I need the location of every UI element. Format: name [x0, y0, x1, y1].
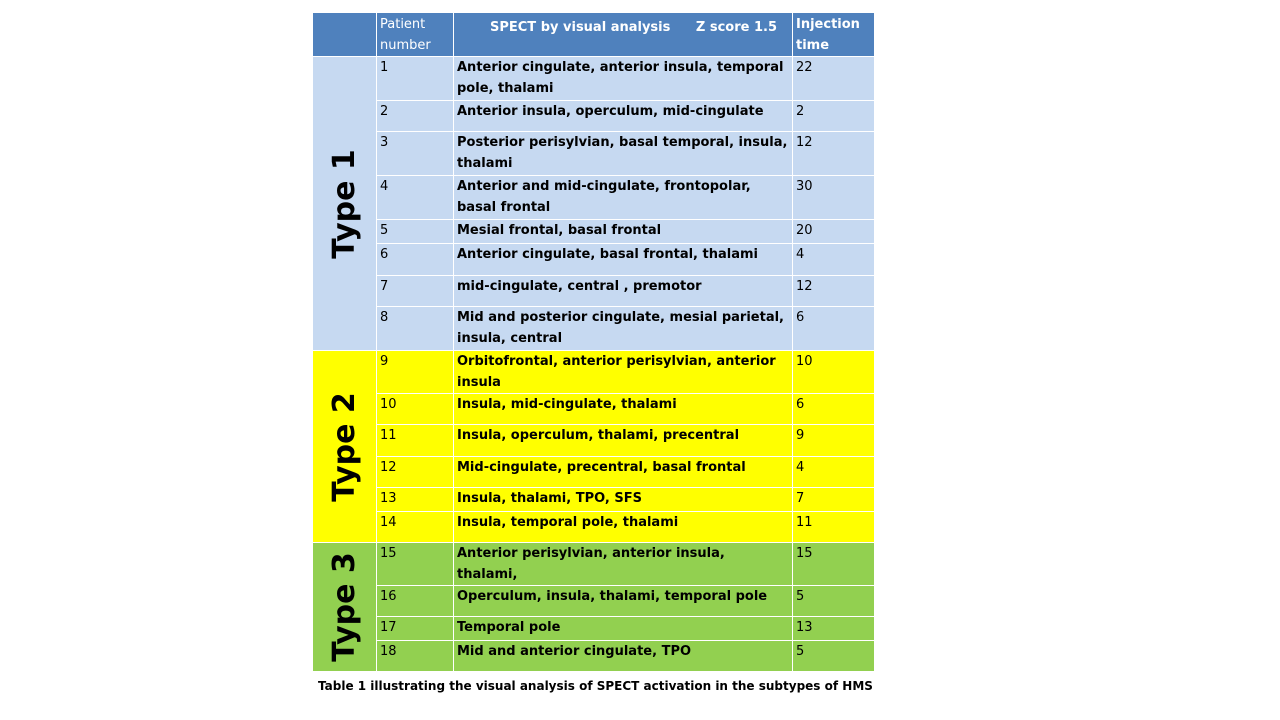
region-cell: Posterior perisylvian, basal temporal, insula, thalami	[454, 132, 793, 176]
table-row	[313, 457, 875, 488]
table-row	[313, 276, 875, 307]
patient-number-cell: 1	[377, 57, 454, 101]
group-label-cell	[313, 543, 377, 672]
region-cell: Temporal pole	[454, 617, 793, 641]
injection-time-cell: 10	[793, 351, 875, 394]
table-row	[313, 132, 875, 176]
table-row	[313, 351, 875, 394]
table-row	[313, 394, 875, 425]
region-cell: Anterior cingulate, anterior insula, temporal pole, thalami	[454, 57, 793, 101]
injection-time-cell: 5	[793, 586, 875, 617]
table-row	[313, 101, 875, 132]
table-row	[313, 586, 875, 617]
injection-time-cell: 20	[793, 220, 875, 244]
injection-time-cell: 11	[793, 512, 875, 543]
patient-number-cell: 7	[377, 276, 454, 307]
injection-time-cell: 4	[793, 457, 875, 488]
patient-number-cell: 15	[377, 543, 454, 586]
table-row	[313, 425, 875, 457]
injection-time-cell: 6	[793, 307, 875, 351]
injection-time-cell: 4	[793, 244, 875, 276]
region-cell: Mid and anterior cingulate, TPO	[454, 641, 793, 672]
spect-table	[312, 12, 875, 672]
region-cell: Insula, mid-cingulate, thalami	[454, 394, 793, 425]
header-patient-number: Patient number	[377, 13, 454, 57]
group-label: Type 3	[326, 552, 362, 662]
header-spect-label: SPECT by visual analysis	[490, 20, 671, 35]
injection-time-cell: 22	[793, 57, 875, 101]
header-spect	[454, 13, 793, 57]
patient-number-cell: 4	[377, 176, 454, 220]
injection-time-cell: 15	[793, 543, 875, 586]
region-cell: Orbitofrontal, anterior perisylvian, anterior insula	[454, 351, 793, 394]
region-cell: Mesial frontal, basal frontal	[454, 220, 793, 244]
table-header-row	[313, 13, 875, 57]
patient-number-cell: 12	[377, 457, 454, 488]
table-row	[313, 307, 875, 351]
injection-time-cell: 12	[793, 276, 875, 307]
header-blank-cell	[313, 13, 377, 57]
patient-number-cell: 9	[377, 351, 454, 394]
region-cell: Anterior perisylvian, anterior insula, thalami,	[454, 543, 793, 586]
patient-number-cell: 3	[377, 132, 454, 176]
table-row	[313, 617, 875, 641]
table-row	[313, 57, 875, 101]
patient-number-cell: 8	[377, 307, 454, 351]
region-cell: Anterior insula, operculum, mid-cingulate	[454, 101, 793, 132]
group-label: Type 1	[326, 148, 362, 259]
patient-number-cell: 18	[377, 641, 454, 672]
patient-number-cell: 14	[377, 512, 454, 543]
table-row	[313, 244, 875, 276]
group-label-cell	[313, 351, 377, 543]
table-row	[313, 543, 875, 586]
header-injection-time: Injection time	[793, 13, 875, 57]
patient-number-cell: 17	[377, 617, 454, 641]
region-cell: Anterior cingulate, basal frontal, thalami	[454, 244, 793, 276]
injection-time-cell: 9	[793, 425, 875, 457]
patient-number-cell: 10	[377, 394, 454, 425]
patient-number-cell: 13	[377, 488, 454, 512]
region-cell: Mid and posterior cingulate, mesial parietal, insula, central	[454, 307, 793, 351]
region-cell: Mid-cingulate, precentral, basal frontal	[454, 457, 793, 488]
region-cell: Insula, temporal pole, thalami	[454, 512, 793, 543]
table-caption: Table 1 illustrating the visual analysis of SPECT activation in the subtypes of HMS	[318, 679, 873, 693]
table-row	[313, 176, 875, 220]
region-cell: Anterior and mid-cingulate, frontopolar, basal frontal	[454, 176, 793, 220]
patient-number-cell: 11	[377, 425, 454, 457]
patient-number-cell: 6	[377, 244, 454, 276]
patient-number-cell: 16	[377, 586, 454, 617]
injection-time-cell: 30	[793, 176, 875, 220]
injection-time-cell: 12	[793, 132, 875, 176]
injection-time-cell: 13	[793, 617, 875, 641]
injection-time-cell: 7	[793, 488, 875, 512]
table-body	[313, 57, 875, 672]
region-cell: Operculum, insula, thalami, temporal pole	[454, 586, 793, 617]
header-zscore-label: Z score 1.5	[695, 20, 777, 35]
region-cell: Insula, operculum, thalami, precentral	[454, 425, 793, 457]
group-label: Type 2	[326, 391, 362, 502]
table-row	[313, 488, 875, 512]
injection-time-cell: 2	[793, 101, 875, 132]
patient-number-cell: 2	[377, 101, 454, 132]
table-row	[313, 512, 875, 543]
region-cell: Insula, thalami, TPO, SFS	[454, 488, 793, 512]
injection-time-cell: 6	[793, 394, 875, 425]
table-row	[313, 220, 875, 244]
group-label-cell	[313, 57, 377, 351]
region-cell: mid-cingulate, central , premotor	[454, 276, 793, 307]
patient-number-cell: 5	[377, 220, 454, 244]
table-row	[313, 641, 875, 672]
injection-time-cell: 5	[793, 641, 875, 672]
